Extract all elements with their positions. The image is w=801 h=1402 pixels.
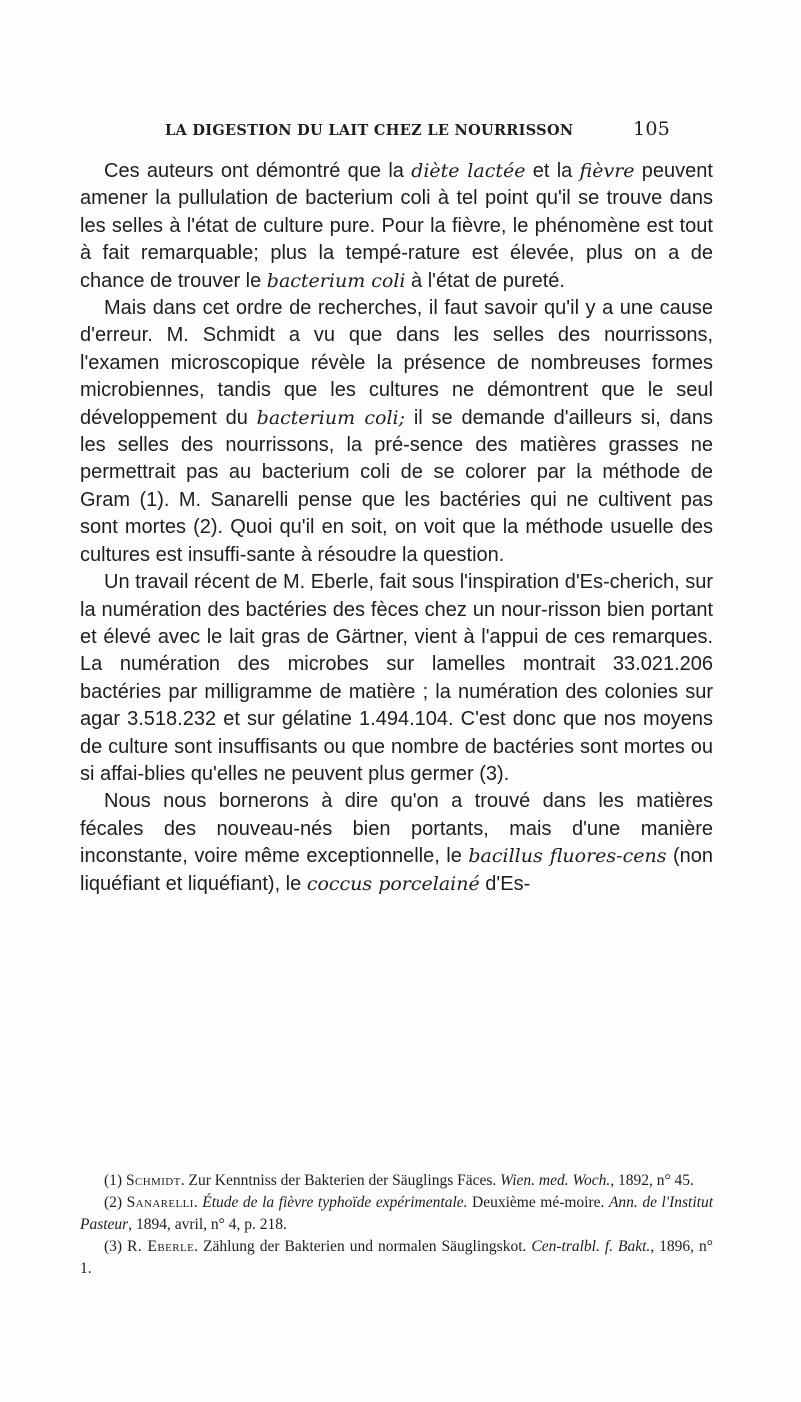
- text-run: (non liquéfiant et liquéfiant), le: [80, 845, 714, 895]
- footnote-author: R. Eberle: [127, 1238, 195, 1255]
- text-run: peuvent amener la pullulation de bacterium coli à tel point qu'il se trouve dans les selles à l'état de culture pure. Pour la fièvre, le phénomène est tout à fait remarquable; plus la tempé-rature est élevée, plus on a de chance de trouver le: [80, 160, 713, 292]
- footnote-text: Deuxième mé-moire.: [467, 1194, 609, 1211]
- footnote-text: . Zählung der Bakterien und normalen Säuglingskot.: [194, 1238, 532, 1255]
- italic-term: diète lactée: [411, 160, 526, 182]
- footnote-text: .: [193, 1194, 203, 1211]
- footnote-text: , 1896, n° 1.: [80, 1238, 714, 1277]
- footnote-text: , 1894, avril, n° 4, p. 218.: [128, 1216, 287, 1233]
- paragraph-3: [80, 569, 713, 788]
- text-run: et la: [525, 160, 580, 182]
- running-title: LA DIGESTION DU LAIT CHEZ LE NOURRISSON: [165, 122, 574, 139]
- text-run: Nous nous bornerons à dire qu'on a trouvé dans les matières fécales des nouveau-nés bien portants, mais d'une manière inconstante, voire même exceptionnelle, le: [80, 790, 713, 868]
- footnote-journal: Wien. med. Woch.: [500, 1172, 611, 1189]
- footnotes: [80, 1170, 713, 1280]
- italic-term: bacterium coli: [266, 269, 406, 292]
- text-run: Un travail récent de M. Eberle, fait sous l'inspiration d'Es-cherich, sur la numération des bactéries des fèces chez un nour-risson bien portant et élevé avec le lait gras de Gärtner, vient à l'appui de ces remarques. La numération des microbes sur lamelles montrait 33.021.206 bactéries par milligramme de matière ; la numération des colonies sur agar 3.518.232 et sur gélatine 1.494.104. C'est donc que nos moyens de culture sont insuffisants ou que nombre de bactéries sont mortes ou si affai-blies qu'elles ne peuvent plus germer (3).: [80, 571, 714, 785]
- footnote-2: [80, 1192, 713, 1236]
- footnote-journal: Cen-tralbl. f. Bakt.: [531, 1238, 651, 1255]
- footnote-number: (1): [104, 1172, 126, 1189]
- footnote-number: (2): [104, 1194, 127, 1211]
- text-run: Mais dans cet ordre de recherches, il faut savoir qu'il y a une cause d'erreur. M. Schmidt a vu que dans les selles des nourrissons, l'examen microscopique révèle la présence de nombreuses formes microbiennes, tandis que les cultures ne démontrent que le seul développement du: [80, 297, 713, 429]
- paragraph-2: [80, 295, 713, 569]
- footnote-number: (3): [104, 1238, 128, 1255]
- footnote-author: Sanarelli: [126, 1194, 194, 1211]
- italic-term: fièvre: [579, 160, 635, 182]
- main-text: [80, 158, 713, 898]
- footnote-journal: Ann. de l'Institut Pasteur: [80, 1194, 714, 1233]
- footnote-3: [80, 1236, 713, 1280]
- italic-term: bacillus fluores-cens: [468, 845, 667, 868]
- italic-term: coccus porcelainé: [306, 872, 480, 895]
- text-run: Ces auteurs ont démontré que la: [104, 160, 412, 182]
- paragraph-1: [80, 158, 713, 295]
- running-header: [0, 118, 801, 142]
- page-number: 105: [633, 118, 671, 140]
- footnote-text: . Zur Kenntniss der Bakterien der Säuglings Fäces.: [180, 1172, 501, 1189]
- text-run: à l'état de pureté.: [405, 269, 565, 292]
- italic-term: bacterium coli;: [256, 406, 406, 429]
- text-run: d'Es-: [479, 872, 531, 895]
- footnote-1: [80, 1170, 713, 1192]
- footnote-title: Étude de la fièvre typhoïde expérimentale.: [202, 1194, 468, 1211]
- footnote-author: Schmidt: [125, 1172, 181, 1189]
- footnote-text: , 1892, n° 45.: [610, 1172, 694, 1189]
- paragraph-4: [80, 788, 713, 898]
- text-run: il se demande d'ailleurs si, dans les selles des nourrissons, la pré-sence des matières grasses ne permettrait pas au bacterium coli de se colorer par la méthode de Gram (1). M. Sanarelli pense que les bactéries qui ne cultivent pas sont mortes (2). Quoi qu'il en soit, on voit que la méthode usuelle des cultures est insuffi-sante à résoudre la question.: [80, 406, 713, 566]
